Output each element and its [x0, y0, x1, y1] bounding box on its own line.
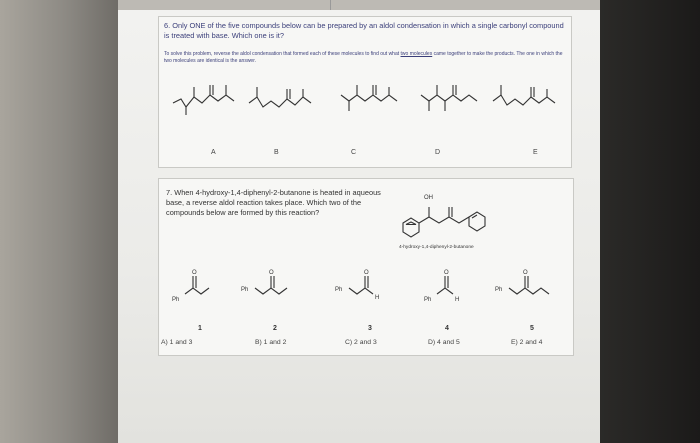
question-7-card [158, 178, 574, 356]
compound-3 [349, 276, 373, 294]
question-7-prompt: 7. When 4-hydroxy-1,4-diphenyl-2-butanone is heated in aqueous base, a reverse aldol reaction takes place. Which two of the compounds below are formed by this reaction? [166, 188, 381, 217]
choice-a-label: A [211, 149, 216, 156]
o-label-3: O [364, 270, 369, 276]
compound-4-ph: Ph [424, 297, 432, 303]
diphenylbutanone-structure [389, 185, 519, 245]
compound-2-ph: Ph [241, 287, 249, 293]
o-label-1: O [192, 270, 197, 276]
oh-label: OH [424, 195, 433, 201]
compound-5-ph: Ph [495, 287, 503, 293]
monitor-bezel-top [118, 0, 600, 10]
compound-4-h: H [455, 297, 460, 303]
compound-3-ph: Ph [335, 287, 343, 293]
structure-c [341, 85, 397, 111]
compound-4 [437, 276, 453, 294]
o-label-5: O [523, 270, 528, 276]
hairline [330, 0, 331, 10]
screen [118, 10, 600, 443]
choice-c-label: C [351, 149, 357, 156]
monitor-bezel-right [600, 0, 700, 443]
compound-1-ph: Ph [172, 297, 180, 303]
structure-name: 4-hydroxy-1,4-diphenyl-2-butanone [399, 245, 474, 250]
compound-5-number: 5 [530, 325, 534, 332]
o-label-2: O [269, 270, 274, 276]
structure-d [421, 85, 477, 111]
hint-text-2: came together to make the products. The one in which the two molecules are identical is the answer. [164, 51, 563, 64]
compound-2 [255, 276, 287, 294]
compound-3-number: 3 [368, 325, 372, 332]
choice-d-label: D [435, 149, 441, 156]
compound-2-number: 2 [273, 325, 277, 332]
question-6-hint [164, 51, 569, 65]
answer-a: A) 1 and 3 [161, 339, 193, 346]
structure-a [173, 85, 234, 115]
choice-e-label: E [533, 149, 538, 156]
compound-1 [185, 276, 209, 294]
o-label-4: O [444, 270, 449, 276]
compound-4-number: 4 [445, 325, 449, 332]
question-6-prompt: 6. Only ONE of the five compounds below can be prepared by an aldol condensation in which a single carbonyl compound is treated with base. Which one is it? [164, 21, 564, 40]
structure-b [249, 87, 311, 107]
choice-b-label: B [274, 149, 279, 156]
question-6-structures [159, 67, 571, 117]
answer-d: D) 4 and 5 [428, 339, 460, 346]
compound-1-number: 1 [198, 325, 202, 332]
answer-b: B) 1 and 2 [255, 339, 287, 346]
answer-e: E) 2 and 4 [511, 339, 543, 346]
compound-3-h: H [375, 295, 380, 301]
hint-text-1: To solve this problem, reverse the aldol condensation that formed each of these molecules to find out what [164, 51, 401, 57]
compound-5 [509, 276, 549, 294]
monitor-bezel-left [0, 0, 118, 443]
hint-underlined: two molecules [400, 51, 433, 57]
answer-c: C) 2 and 3 [345, 339, 377, 346]
question-6-card [158, 16, 572, 168]
structure-e [493, 85, 555, 105]
